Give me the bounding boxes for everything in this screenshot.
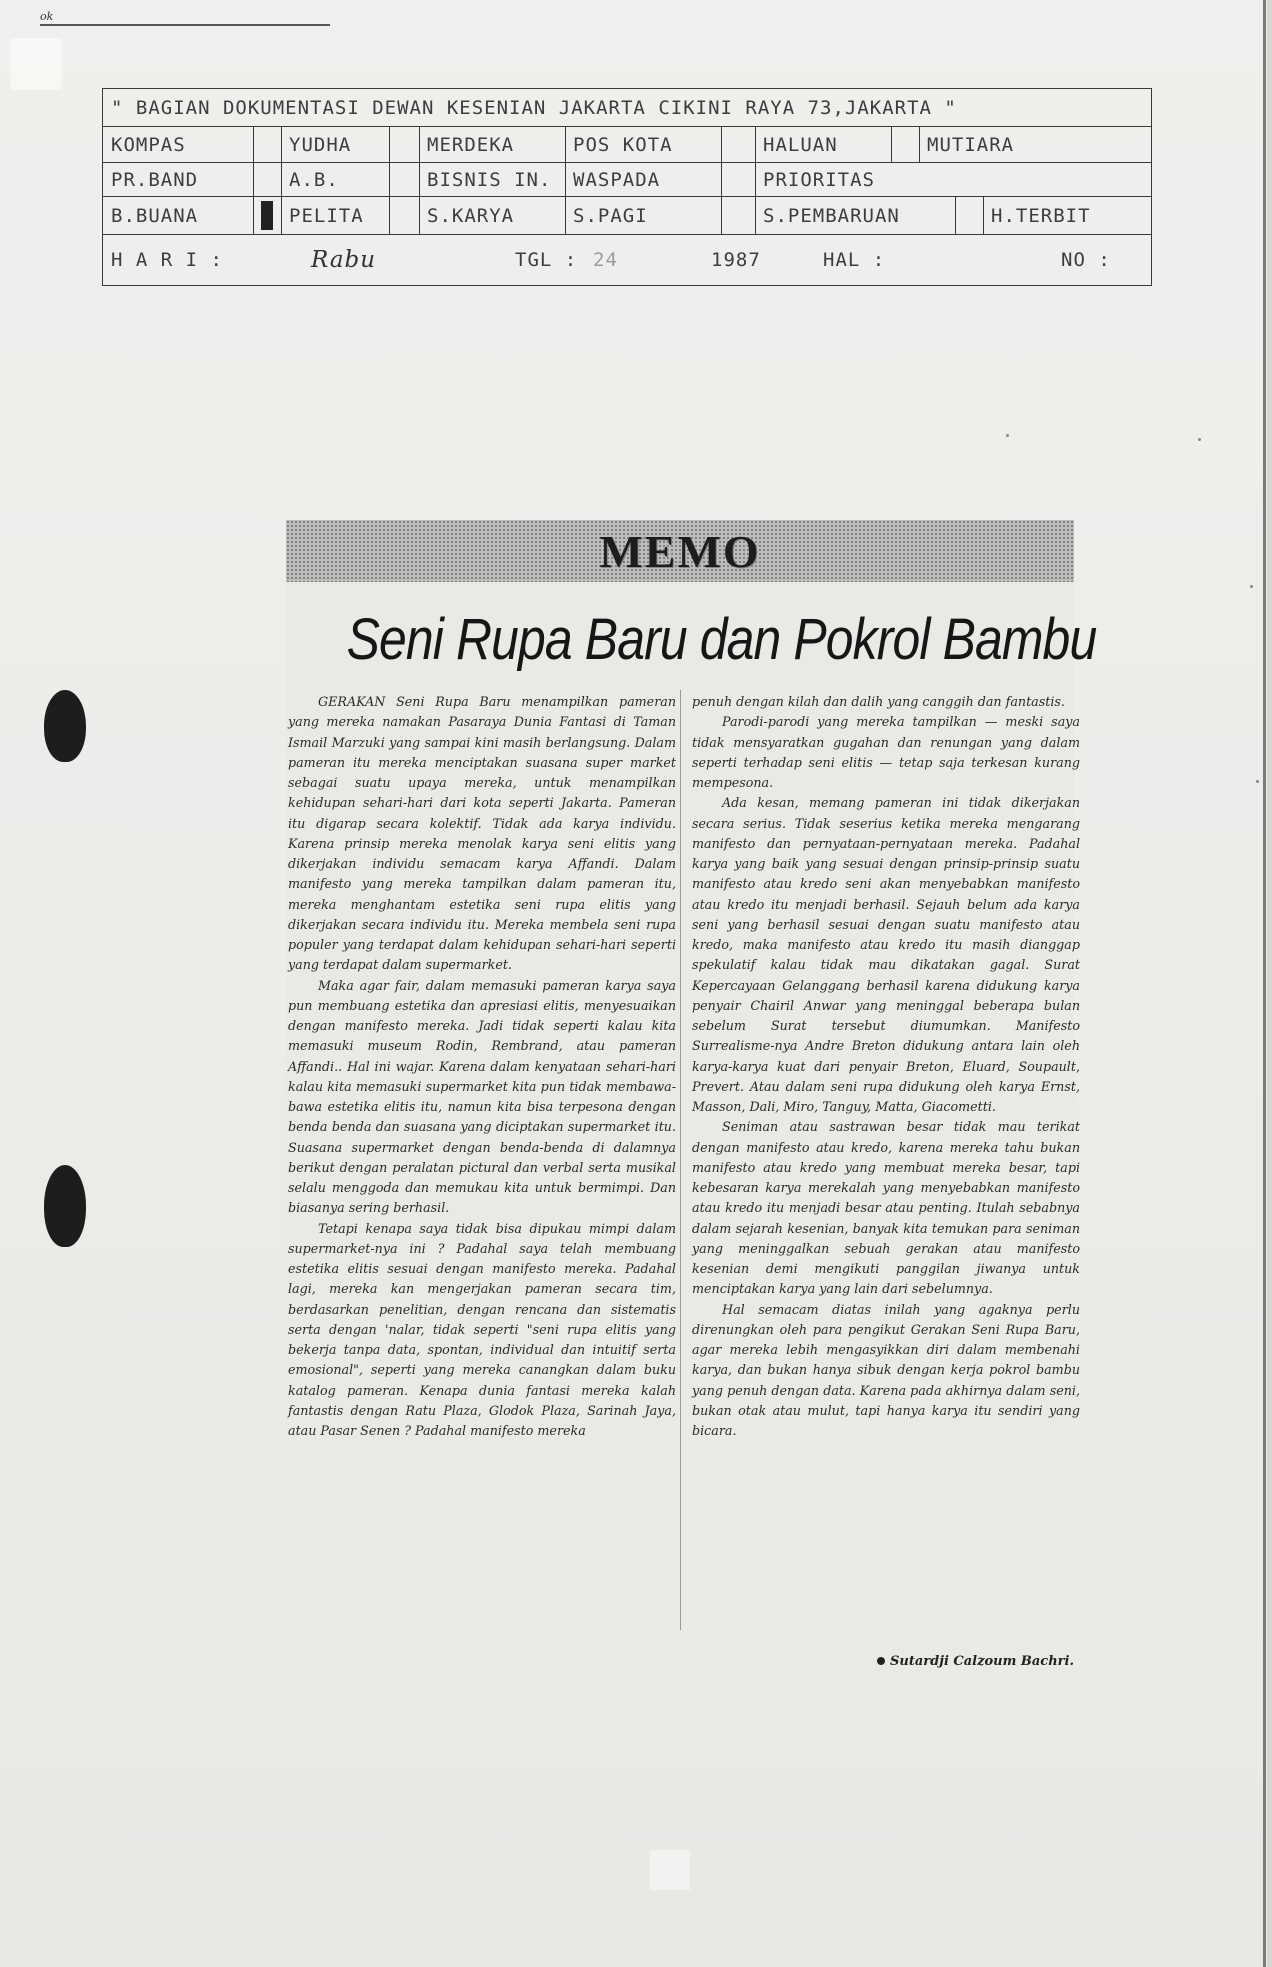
page-edge	[1267, 0, 1272, 1967]
stamp-title: " BAGIAN DOKUMENTASI DEWAN KESENIAN JAKARTA CIKINI RAYA 73,JAKARTA "	[111, 96, 957, 119]
hari-value: Rabu	[311, 247, 377, 273]
corner-smudge	[10, 38, 62, 90]
paragraph: Maka agar fair, dalam memasuki pameran karya saya pun membuang estetika dan apresiasi elitis, menyesuaikan dengan manifesto mereka. Jadi tidak seperti kalau kita memasuki museum Rodin, Rembrand, atau pameran Affandi.. Hal ini wajar. Karena dalam kenyataan sehari-hari kalau kita memasuki supermarket kita pun tidak membawa-bawa estetika elitis itu, namun kita bisa terpesona dengan benda benda dan suasana yang diciptakan supermarket itu. Suasana supermarket dengan benda-benda di dalamnya berikut dengan peralatan pictural dan verbal serta musikal selalu menggoda dan memukau kita untuk bermimpi. Dan biasanya sering berhasil.	[288, 977, 676, 1216]
page-edge-line	[1263, 0, 1266, 1967]
stamp-row-2	[103, 163, 1151, 197]
paragraph: penuh dengan kilah dan dalih yang canggih dan fantastis.	[692, 694, 1065, 709]
paper-haluan: HALUAN	[763, 133, 838, 156]
tgl-value: 24	[593, 249, 618, 271]
article-column-left	[288, 692, 676, 1441]
punch-hole-icon	[44, 1165, 86, 1247]
paper-pr-band: PR.BAND	[111, 168, 199, 191]
section-banner	[286, 520, 1074, 582]
paper-s-pembaruan: S.PEMBARUAN	[763, 204, 900, 227]
speck	[1256, 780, 1259, 783]
bullet-icon	[877, 1657, 885, 1665]
column-divider	[680, 690, 681, 1630]
article-byline	[820, 1654, 1074, 1669]
section-title: MEMO	[599, 525, 761, 577]
no-label: NO :	[1061, 249, 1111, 271]
paragraph: Parodi-parodi yang mereka tampilkan — meski saya tidak mensyaratkan gugahan dan renungan yang dalam seperti terhadap seni elitis — tetap saja terkesan kurang mempesona.	[692, 714, 1080, 790]
stamp-row-1	[103, 127, 1151, 163]
paper-b-buana: B.BUANA	[111, 204, 199, 227]
paragraph: Seniman atau sastrawan besar tidak mau terikat dengan manifesto atau kredo, karena mereka tahu bukan manifesto atau kredo yang membuat mereka besar, tapi kebesaran karya merekalah yang menyebabkan manifesto atau kredo itu menjadi besar atau penting. Itulah sebabnya dalam sejarah kesenian, banyak kita temukan para seniman yang meninggalkan sebuah gerakan atau manifesto kesenian demi mengikuti panggilan jiwanya untuk menciptakan karya yang lain dari sebelumnya.	[692, 1119, 1080, 1297]
paragraph: Tetapi kenapa saya tidak bisa dipukau mimpi dalam supermarket-nya ini ? Padahal saya telah membuang estetika elitis sesuai dengan manifesto mereka. Padahal lagi, mereka kan mengerjakan pameran secara tim, berdasarkan penelitian, dengan rencana dan sistematis serta dengan 'nalar, tidak seperti "seni rupa elitis yang bekerja tanpa data, spontan, individual dan intuitif serta emosional", seperti yang mereka canangkan dalam buku katalog pameran. Kenapa dunia fantasi mereka kalah fantastis dengan Ratu Plaza, Glodok Plaza, Sarinah Jaya, atau Pasar Senen ? Padahal manifesto mereka	[288, 1220, 676, 1438]
paper-waspada: WASPADA	[573, 168, 661, 191]
check-mark-icon	[261, 201, 273, 230]
corner-rule	[40, 24, 330, 26]
scan-smudge	[650, 1850, 690, 1890]
paper-yudha: YUDHA	[289, 133, 352, 156]
paper-pos-kota: POS KOTA	[573, 133, 673, 156]
article-column-right	[692, 692, 1080, 1441]
article-headline: Seni Rupa Baru dan Pokrol Bambu	[346, 607, 1097, 672]
paper-pelita: PELITA	[289, 204, 364, 227]
corner-note: ok	[40, 10, 54, 23]
paper-s-pagi: S.PAGI	[573, 204, 648, 227]
paper-ab: A.B.	[289, 168, 339, 191]
hal-label: HAL :	[823, 249, 886, 271]
paper-kompas: KOMPAS	[111, 133, 186, 156]
stamp-title-row	[103, 89, 1151, 127]
speck	[1006, 434, 1009, 437]
author-name: Sutardji Calzoum Bachri.	[890, 1654, 1074, 1669]
stamp-date-row	[103, 235, 1151, 285]
paper-h-terbit: H.TERBIT	[991, 204, 1091, 227]
punch-hole-icon	[44, 690, 86, 762]
hari-label: H A R I :	[111, 249, 223, 271]
speck	[1198, 438, 1201, 441]
paper-mutiara: MUTIARA	[927, 133, 1015, 156]
paper-merdeka: MERDEKA	[427, 133, 515, 156]
archive-stamp	[102, 88, 1152, 286]
speck	[1250, 585, 1253, 588]
stamp-row-3	[103, 197, 1151, 235]
paragraph: GERAKAN Seni Rupa Baru menampilkan pameran yang mereka namakan Pasaraya Dunia Fantasi di Taman Ismail Marzuki yang sampai kini masih berlangsung. Dalam pameran itu mereka menciptakan suasana super market sebagai suatu upaya mereka, untuk menampilkan kehidupan sehari-hari dari kota seperti Jakarta. Pameran itu digarap secara kolektif. Tidak ada karya individu. Karena prinsip mereka menolak karya seni elitis yang dikerjakan individu semacam karya Affandi. Dalam manifesto yang mereka tampilkan dalam pameran itu, mereka menghantam estetika seni rupa elitis yang dikerjakan secara individu itu. Mereka membela seni rupa populer yang terdapat dalam kehidupan sehari-hari seperti yang terdapat dalam supermarket.	[288, 694, 676, 973]
paper-prioritas: PRIORITAS	[763, 168, 875, 191]
paper-bisnis-in: BISNIS IN.	[427, 168, 552, 191]
paragraph: Hal semacam diatas inilah yang agaknya perlu direnungkan oleh para pengikut Gerakan Seni Rupa Baru, agar mereka lebih mengasyikkan diri dalam membenahi karya, dan bukan hanya sibuk dengan kerja pokrol bambu yang penuh dengan data. Karena pada akhirnya dalam seni, bukan otak atau mulut, tapi hanya karya itu sendiri yang bicara.	[692, 1301, 1080, 1438]
year-value: 1987	[711, 249, 761, 271]
paper-s-karya: S.KARYA	[427, 204, 515, 227]
tgl-label: TGL :	[515, 249, 578, 271]
paragraph: Ada kesan, memang pameran ini tidak dikerjakan secara serius. Tidak seserius ketika mereka mengarang manifesto dan pernyataan-pernyataan mereka. Padahal karya yang baik yang sesuai dengan prinsip-prinsip suatu manifesto atau kredo seni akan menyebabkan manifesto atau kredo itu menjadi berhasil. Sejauh belum ada karya seni yang berhasil sesuai dengan suatu manifesto atau kredo, maka manifesto atau kredo itu masih dianggap spekulatif kalau tidak mau dikatakan gagal. Surat Kepercayaan Gelanggang berhasil karena didukung karya penyair Chairil Anwar yang meninggal beberapa bulan sebelum Surat tersebut diumumkan. Manifesto Surrealisme-nya Andre Breton didukung antara lain oleh karya-karya kuat dari penyair Breton, Eluard, Soupault, Prevert. Atau dalam seni rupa didukung oleh karya Ernst, Masson, Dali, Miro, Tanguy, Matta, Giacometti.	[692, 795, 1080, 1114]
